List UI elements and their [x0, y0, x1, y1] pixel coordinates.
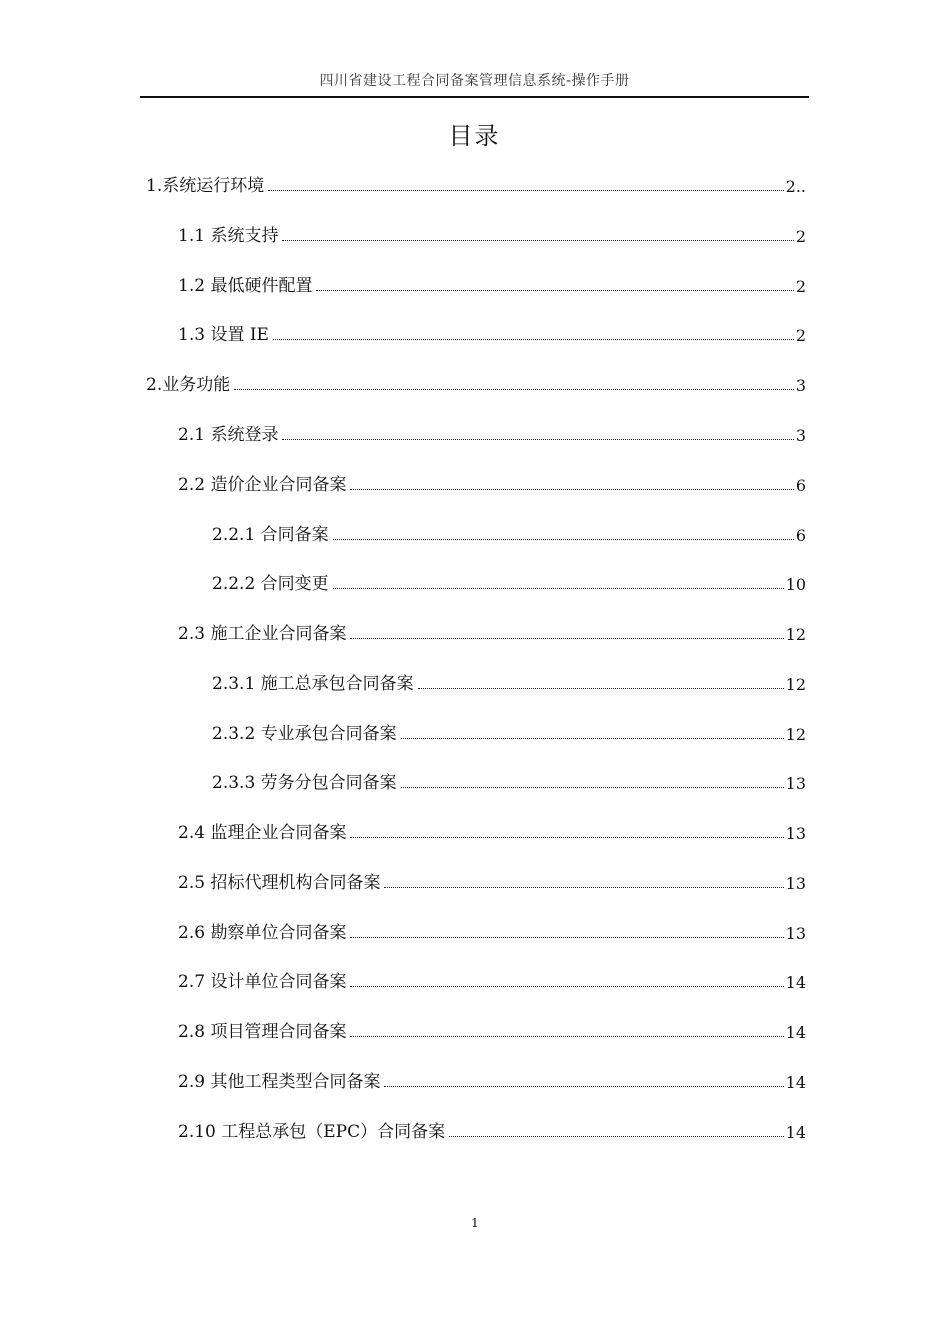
toc-entry[interactable]	[178, 1068, 806, 1092]
toc-entry-label: 2.1 系统登录	[178, 425, 279, 445]
toc-entry-page: 14	[785, 973, 806, 992]
toc-entry-page: 12	[785, 625, 806, 644]
toc-entry-label: 2.2.1 合同备案	[212, 525, 329, 545]
toc-entry-label: 1.1 系统支持	[178, 226, 279, 246]
toc-entry-page: 12	[785, 675, 806, 694]
page-number: 1	[471, 1216, 479, 1230]
toc-entry[interactable]	[212, 570, 806, 594]
dot-leader	[333, 539, 794, 540]
toc-entry-page: 13	[785, 924, 806, 943]
toc-entry[interactable]	[178, 321, 806, 345]
toc-entry[interactable]	[178, 968, 806, 992]
toc-entry[interactable]	[178, 421, 806, 445]
dot-leader	[316, 290, 793, 291]
toc-entry-page: 6	[795, 476, 806, 495]
dot-leader	[268, 190, 783, 191]
toc-entry-label: 1.2 最低硬件配置	[178, 276, 313, 296]
toc-title: 目录	[448, 122, 501, 150]
toc-entry[interactable]	[178, 1118, 806, 1142]
page-header: 四川省建设工程合同备案管理信息系统-操作手册	[319, 73, 630, 89]
toc-entry[interactable]	[212, 720, 806, 744]
toc-entry-label: 2.3 施工企业合同备案	[178, 624, 347, 644]
toc-entry-label: 2.2 造价企业合同备案	[178, 475, 347, 495]
dot-leader	[384, 1086, 783, 1087]
toc-entry-label: 2.6 勘察单位合同备案	[178, 923, 347, 943]
toc-entry-label: 2.5 招标代理机构合同备案	[178, 873, 381, 893]
toc-entry-page: 2	[795, 326, 806, 345]
toc-entry-page: 3	[795, 426, 806, 445]
toc-entry-label: 2.7 设计单位合同备案	[178, 972, 347, 992]
toc-entry[interactable]	[178, 819, 806, 843]
dot-leader	[234, 389, 794, 390]
dot-leader	[418, 688, 784, 689]
toc-entry-label: 2.3.3 劳务分包合同备案	[212, 773, 397, 793]
toc-entry[interactable]	[212, 769, 806, 793]
dot-leader	[273, 339, 794, 340]
dot-leader	[401, 787, 784, 788]
toc-entry-page: 2	[795, 277, 806, 296]
toc-entry-page: 10	[785, 575, 806, 594]
toc-entry-page: 13	[785, 774, 806, 793]
dot-leader	[282, 240, 793, 241]
toc-entry[interactable]	[178, 222, 806, 246]
toc-entry[interactable]	[178, 272, 806, 296]
toc-entry-page: 14	[785, 1073, 806, 1092]
toc-entry-label: 2.3.2 专业承包合同备案	[212, 724, 397, 744]
dot-leader	[350, 1036, 783, 1037]
dot-leader	[350, 837, 783, 838]
toc-entry-page: 2	[795, 227, 806, 246]
dot-leader	[350, 489, 793, 490]
toc-entry-page: 13	[785, 824, 806, 843]
dot-leader	[449, 1136, 784, 1137]
toc-entry[interactable]	[146, 371, 806, 395]
toc-entry-label: 2.8 项目管理合同备案	[178, 1022, 347, 1042]
toc-entry[interactable]	[212, 521, 806, 545]
dot-leader	[350, 638, 783, 639]
dot-leader	[401, 738, 784, 739]
toc-entry-page: 14	[785, 1123, 806, 1142]
toc-entry-page: 3	[795, 376, 806, 395]
dot-leader	[350, 937, 783, 938]
toc-entry[interactable]	[146, 172, 806, 196]
dot-leader	[333, 588, 784, 589]
toc-entry-page: 12	[785, 725, 806, 744]
toc-entry-page: 13	[785, 874, 806, 893]
header-rule	[140, 96, 809, 98]
toc-entry[interactable]	[178, 919, 806, 943]
toc-entry-label: 2.10 工程总承包（EPC）合同备案	[178, 1122, 446, 1142]
toc-entry-label: 2.2.2 合同变更	[212, 574, 329, 594]
toc-entry-label: 2.9 其他工程类型合同备案	[178, 1072, 381, 1092]
dot-leader	[350, 986, 783, 987]
dot-leader	[384, 887, 783, 888]
toc-entry-page: 2..	[785, 177, 806, 196]
toc-entry-label: 2.4 监理企业合同备案	[178, 823, 347, 843]
toc-entry[interactable]	[178, 1018, 806, 1042]
toc-entry-page: 14	[785, 1023, 806, 1042]
toc-entry-page: 6	[795, 526, 806, 545]
toc-entry[interactable]	[178, 620, 806, 644]
dot-leader	[282, 439, 793, 440]
toc-entry-label: 1.系统运行环境	[146, 176, 265, 196]
toc-entry[interactable]	[178, 869, 806, 893]
toc-entry[interactable]	[178, 471, 806, 495]
toc-entry-label: 2.3.1 施工总承包合同备案	[212, 674, 414, 694]
toc-entry-label: 1.3 设置 IE	[178, 325, 269, 345]
toc-entry-label: 2.业务功能	[146, 375, 231, 395]
toc-entry[interactable]	[212, 670, 806, 694]
